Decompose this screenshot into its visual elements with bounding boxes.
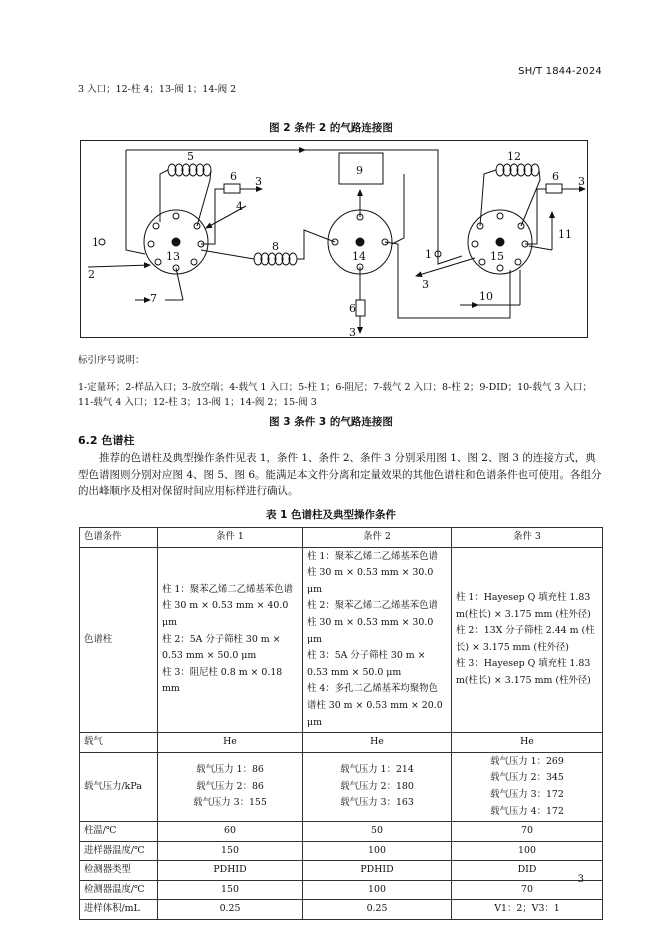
cell-line: 载气压力 1：269 xyxy=(490,755,564,767)
table-row xyxy=(80,752,603,821)
cell-line: 载气压力 2：180 xyxy=(340,780,414,792)
cell-line: 载气压力 3：163 xyxy=(340,797,414,809)
header-cell: 条件 2 xyxy=(303,528,452,548)
cell-line: 100 xyxy=(368,844,386,856)
header-cell: 条件 1 xyxy=(158,528,303,548)
cell-line: 100 xyxy=(368,883,386,895)
row-label-cell: 色谱柱 xyxy=(80,547,158,733)
body-paragraph: 推荐的色谱柱及典型操作条件见表 1，条件 1、条件 2、条件 3 分别采用图 1、图 2、图 3 的连接方式，典型色谱图则分别对应图 4、图 5、图 6。能满足本文件分离和定量效果的其他色谱柱和色谱条件也可使用。各组分的出峰顺序及相对保留时间应用标样进行确认。 xyxy=(78,452,602,498)
restrictor-6-right xyxy=(546,184,562,193)
label-11: 11 xyxy=(558,228,572,241)
label-2: 2 xyxy=(88,268,95,281)
sample-loop-marker-left xyxy=(99,239,105,245)
page-number: 3 xyxy=(577,874,584,885)
cell-line: 70 xyxy=(521,825,533,837)
label-13: 13 xyxy=(166,250,180,263)
cell-line: 100 xyxy=(518,844,536,856)
table-cell xyxy=(452,752,603,821)
table-cell xyxy=(158,880,303,900)
row-label-cell: 柱温/℃ xyxy=(80,822,158,842)
cell-line: 柱 1：Hayesep Q 填充柱 1.83 m(柱长) × 3.175 mm (柱外径) xyxy=(456,592,591,620)
cell-line: DID xyxy=(517,864,537,876)
section-number: 6.2 xyxy=(78,434,98,447)
row-label-cell: 进样体积/mL xyxy=(80,900,158,920)
table-cell xyxy=(303,752,452,821)
cell-line: 柱 2：13X 分子筛柱 2.44 m (柱长) × 3.175 mm (柱外径) xyxy=(456,625,595,653)
restrictor-6-left xyxy=(224,184,240,193)
cell-line: He xyxy=(520,736,534,748)
table-cell xyxy=(158,900,303,920)
table-cell xyxy=(158,822,303,842)
figure3-legend-text: 1-定量环；2-样品入口；3-放空端；4-载气 1 入口；5-柱 1；6-阻尼；7-载气 2 入口；8-柱 2；9-DID；10-载气 3 入口；11-载气 4 入口；12-柱 3；13-阀 1；14-阀 2；15-阀 3 xyxy=(78,382,592,408)
cell-line: 柱 3：阻尼柱 0.8 m × 0.18 mm xyxy=(162,666,283,695)
valve-14 xyxy=(328,210,392,274)
label-9: 9 xyxy=(356,164,363,177)
gas-path-diagram xyxy=(80,140,588,338)
label-1-right: 1 xyxy=(425,248,432,261)
row-label-cell: 载气压力/kPa xyxy=(80,752,158,821)
figure3-legend-title: 标引序号说明： xyxy=(78,355,145,366)
cell-line: 载气压力 3：172 xyxy=(490,788,564,800)
label-15: 15 xyxy=(490,250,504,263)
valve-15 xyxy=(468,210,532,274)
cell-line: 150 xyxy=(221,883,239,895)
label-10: 10 xyxy=(479,290,493,303)
table-cell xyxy=(303,880,452,900)
table-cell xyxy=(158,547,303,733)
table-cell xyxy=(303,733,452,753)
label-1-left: 1 xyxy=(92,236,99,249)
header-cell: 条件 3 xyxy=(452,528,603,548)
table1-caption: 表 1 色谱柱及典型操作条件 xyxy=(265,509,397,521)
table-row xyxy=(80,822,603,842)
cell-line: 载气压力 4：172 xyxy=(490,805,564,817)
label-6-center: 6 xyxy=(349,302,356,315)
cell-line: 60 xyxy=(224,825,236,837)
table-cell xyxy=(452,733,603,753)
figure2-caption: 图 2 条件 2 的气路连接图 xyxy=(269,122,393,134)
column-8-coil xyxy=(254,253,297,265)
cell-line: 50 xyxy=(371,825,383,837)
label-7: 7 xyxy=(150,292,157,305)
gas-lines xyxy=(88,150,585,333)
cell-line: 载气压力 3：155 xyxy=(193,797,267,809)
label-6-left: 6 xyxy=(230,170,237,183)
table-cell xyxy=(158,861,303,881)
row-label-cell: 检测器类型 xyxy=(80,861,158,881)
label-5: 5 xyxy=(187,150,194,163)
cell-line: 载气压力 2：86 xyxy=(196,780,264,792)
header-cell: 色谱条件 xyxy=(80,528,158,548)
cell-line: 柱 3：Hayesep Q 填充柱 1.83 m(柱长) × 3.175 mm (柱外径) xyxy=(456,658,591,687)
row-label-cell: 载气 xyxy=(80,733,158,753)
table-row xyxy=(80,841,603,861)
table-cell xyxy=(303,841,452,861)
cell-line: 70 xyxy=(521,883,533,895)
cell-line: 柱 1：聚苯乙烯二乙烯基苯色谱柱 30 m × 0.53 mm × 30.0 μm xyxy=(307,550,438,595)
table-row xyxy=(80,880,603,900)
row-label-cell: 进样器温度/℃ xyxy=(80,841,158,861)
cell-line: 150 xyxy=(221,844,239,856)
table-cell xyxy=(303,861,452,881)
table-cell xyxy=(452,822,603,842)
cell-line: He xyxy=(370,736,384,748)
cell-line: 载气压力 2：345 xyxy=(490,772,564,784)
label-3-right: 3 xyxy=(578,175,585,188)
column-5-coil xyxy=(168,164,211,176)
row-label-cell: 检测器温度/℃ xyxy=(80,880,158,900)
table-cell xyxy=(158,841,303,861)
table-cell xyxy=(303,547,452,733)
label-4: 4 xyxy=(236,200,243,213)
label-6-right: 6 xyxy=(552,170,559,183)
cell-line: 0.25 xyxy=(219,903,241,915)
cell-line: 柱 4：多孔二乙烯基苯均聚物色谱柱 30 m × 0.53 mm × 20.0 μm xyxy=(307,683,443,728)
label-8: 8 xyxy=(272,240,279,253)
label-3-lower-right: 3 xyxy=(422,278,429,291)
table-row xyxy=(80,900,603,920)
table-cell xyxy=(158,733,303,753)
table-cell xyxy=(158,752,303,821)
cell-line: PDHID xyxy=(360,864,394,876)
cell-line: 柱 2：5A 分子筛柱 30 m × 0.53 mm × 50.0 μm xyxy=(162,633,281,662)
section-title: 色谱柱 xyxy=(101,434,135,447)
figure3-caption: 图 3 条件 3 的气路连接图 xyxy=(269,416,393,428)
cell-line: V1：2；V3：1 xyxy=(494,903,560,915)
cell-line: 0.25 xyxy=(366,903,388,915)
table-cell xyxy=(452,547,603,733)
table-header-row xyxy=(80,528,603,548)
cell-line: He xyxy=(223,736,237,748)
cell-line: 载气压力 1：214 xyxy=(340,764,414,776)
cell-line: 柱 2：聚苯乙烯二乙烯基苯色谱柱 30 m × 0.53 mm × 30.0 μm xyxy=(307,600,438,645)
table-cell xyxy=(452,900,603,920)
restrictor-6-center xyxy=(356,300,365,316)
table-row xyxy=(80,861,603,881)
table-cell xyxy=(303,822,452,842)
table-cell xyxy=(452,841,603,861)
label-3-left: 3 xyxy=(255,175,262,188)
conditions-table xyxy=(79,527,603,920)
section-heading xyxy=(78,432,134,448)
column-12-coil xyxy=(496,164,539,176)
label-14: 14 xyxy=(352,250,366,263)
cell-line: 柱 1：聚苯乙烯二乙烯基苯色谱柱 30 m × 0.53 mm × 40.0 μm xyxy=(162,583,293,628)
table-row xyxy=(80,547,603,733)
cell-line: 柱 3：5A 分子筛柱 30 m × 0.53 mm × 50.0 μm xyxy=(307,650,426,678)
cell-line: 载气压力 1：86 xyxy=(196,764,264,776)
doc-code-header: SH/T 1844-2024 xyxy=(518,66,602,77)
label-3-center: 3 xyxy=(349,326,356,338)
table-cell xyxy=(303,900,452,920)
label-12: 12 xyxy=(507,150,521,163)
previous-legend-tail: 3 入口；12-柱 4；13-阀 1；14-阀 2 xyxy=(78,84,237,95)
cell-line: PDHID xyxy=(213,864,247,876)
table-row xyxy=(80,733,603,753)
